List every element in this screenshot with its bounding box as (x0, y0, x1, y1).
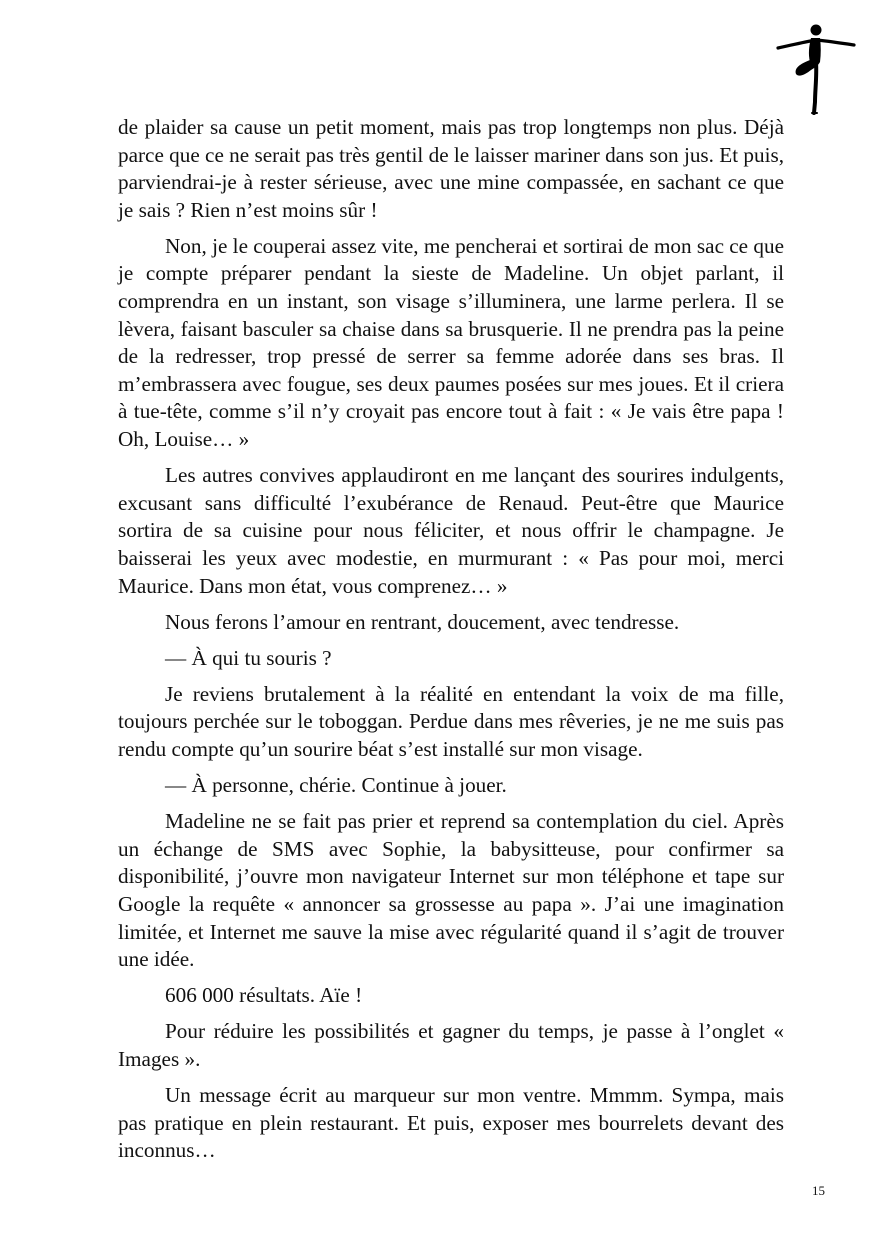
paragraph: Les autres convives applaudiront en me lançant des sourires indulgents, excusant sans difficulté l’exubérance de Renaud. Peut-être que Maurice sortira de sa cuisine pour nous féliciter, et nous offrir le champagne. Je baisserai les yeux avec modestie, en murmurant : « Pas pour moi, merci Maurice. Dans mon état, vous comprenez… » (118, 463, 784, 598)
dialogue-line: — À personne, chérie. Continue à jouer. (165, 773, 507, 798)
paragraph: Non, je le couperai assez vite, me pencherai et sortirai de mon sac ce que je compte préparer pendant la sieste de Madeline. Un objet parlant, il comprendra en un instant, son visage s’illuminera, une larme perlera. Il se lèvera, faisant basculer sa chaise dans sa brusquerie. Il ne prendra pas la peine de la redresser, trop pressé de serrer sa femme adorée dans ses bras. Il m’embrassera avec fougue, ses deux paumes posées sur mes joues. Et il criera à tue-tête, comme s’il n’y croyait pas encore tout à fait : « Je vais être papa ! Oh, Louise… » (118, 233, 784, 452)
paragraph: de plaider sa cause un petit moment, mais pas trop longtemps non plus. Déjà parce que ce ne serait pas très gentil de le laisser mariner dans son jus. Et puis, parviendrai-je à rester sérieuse, avec une mine compassée, en sachant ce que je sais ? Rien n’est moins sûr ! (118, 115, 785, 222)
paragraph: Un message écrit au marqueur sur mon ventre. Mmmm. Sympa, mais pas pratique en plein restaurant. Et puis, exposer mes bourrelets devant des inconnus… (118, 1083, 784, 1163)
paragraph: Je reviens brutalement à la réalité en entendant la voix de ma fille, toujours perchée sur le toboggan. Perdue dans mes rêveries, je ne me suis pas rendu compte qu’un sourire béat s’est installé sur mon visage. (118, 681, 784, 761)
paragraph: 606 000 résultats. Aïe ! (165, 983, 363, 1008)
ballerina-silhouette-icon (774, 18, 858, 118)
paragraph: Madeline ne se fait pas prier et reprend sa contemplation du ciel. Après un échange de SMS avec Sophie, la babysitteuse, pour confirmer sa disponibilité, j’ouvre mon navigateur Internet sur mon téléphone et tape sur Google la requête « annoncer sa grossesse au papa ». J’ai une imagination limitée, et Internet me sauve la mise avec régularité quand il s’agit de trouver une idée. (118, 809, 784, 972)
page-number: 15 (812, 1183, 825, 1198)
paragraph: Pour réduire les possibilités et gagner du temps, je passe à l’onglet « Images ». (118, 1019, 784, 1071)
body-text (118, 114, 784, 1173)
paragraph: Nous ferons l’amour en rentrant, doucement, avec tendresse. (165, 609, 680, 634)
dialogue-line: — À qui tu souris ? (165, 645, 332, 670)
